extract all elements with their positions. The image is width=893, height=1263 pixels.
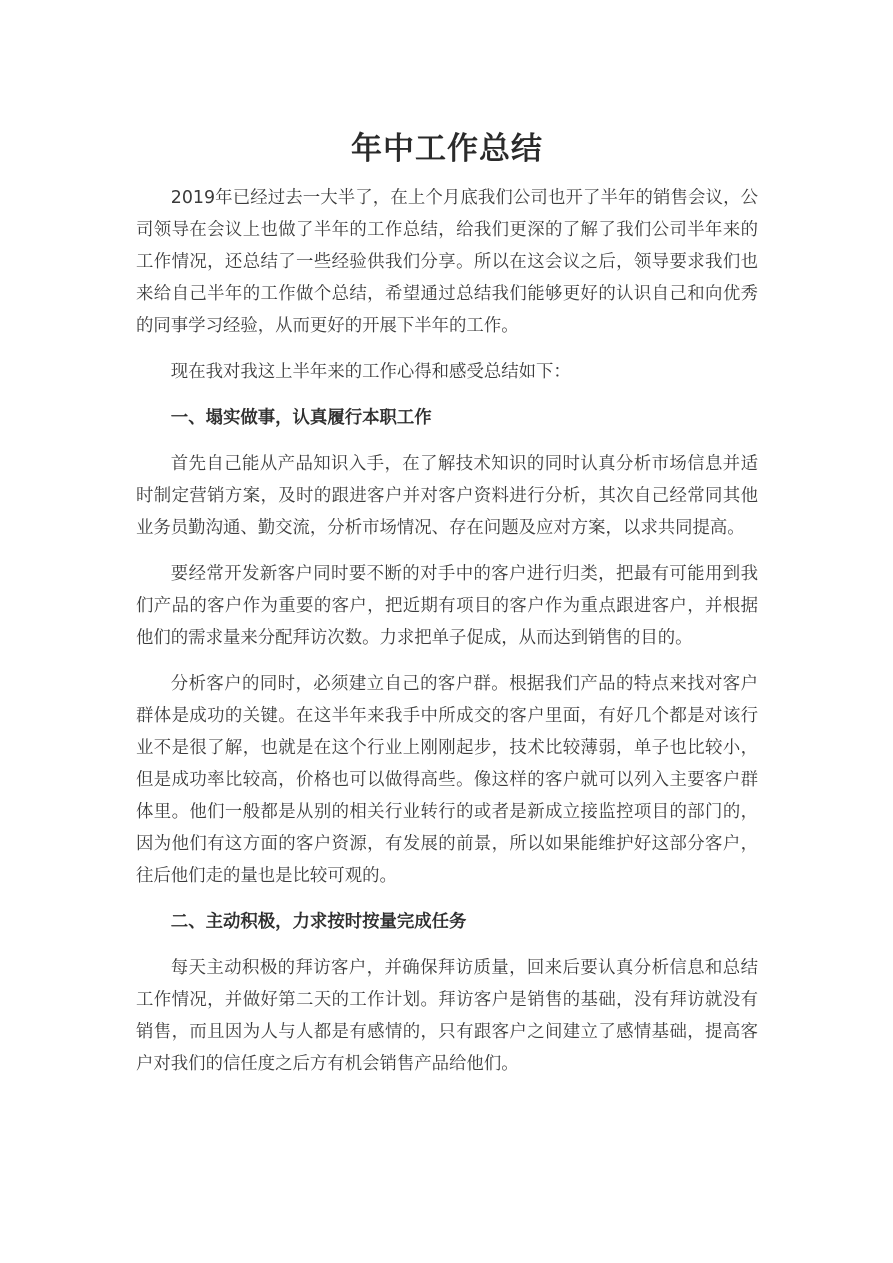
section-heading-2: 二、主动积极，力求按时按量完成任务 (170, 912, 467, 932)
document-title: 年中工作总结 (351, 131, 543, 167)
document-page (136, 124, 758, 1094)
paragraph-product-knowledge: 首先自己能从产品知识入手，在了解技术知识的同时认真分析市场信息并适时制定营销方案，及时的跟进客户并对客户资料进行分析，其次自己经常同其他业务员勤沟通、勤交流，分析市场情况、存在问题及应对方案，以求共同提高。 (136, 454, 758, 538)
section-heading-1: 一、塌实做事，认真履行本职工作 (170, 408, 432, 428)
paragraph-new-customers: 要经常开发新客户同时要不断的对手中的客户进行归类，把最有可能用到我们产品的客户作为重要的客户，把近期有项目的客户作为重点跟进客户，并根据他们的需求量来分配拜访次数。力求把单子促成，从而达到销售的目的。 (136, 564, 758, 648)
paragraph-summary-lead: 现在我对我这上半年来的工作心得和感受总结如下： (170, 362, 571, 382)
paragraph-customer-groups: 分析客户的同时，必须建立自己的客户群。根据我们产品的特点来找对客户群体是成功的关键。在这半年来我手中所成交的客户里面，有好几个都是对该行业不是很了解，也就是在这个行业上刚刚起步，技术比较薄弱，单子也比较小，但是成功率比较高，价格也可以做得高些。像这样的客户就可以列入主要客户群体里。他们一般都是从别的相关行业转行的或者是新成立接监控项目的部门的，因为他们有这方面的客户资源，有发展的前景，所以如果能维护好这部分客户，往后他们走的量也是比较可观的。 (136, 674, 758, 886)
paragraph-daily-visits: 每天主动积极的拜访客户，并确保拜访质量，回来后要认真分析信息和总结工作情况，并做好第二天的工作计划。拜访客户是销售的基础，没有拜访就没有销售，而且因为人与人都是有感情的，只有跟客户之间建立了感情基础，提高客户对我们的信任度之后方有机会销售产品给他们。 (136, 958, 758, 1074)
paragraph-intro: 2019年已经过去一大半了，在上个月底我们公司也开了半年的销售会议，公司领导在会议上也做了半年的工作总结，给我们更深的了解了我们公司半年来的工作情况，还总结了一些经验供我们分享。所以在这会议之后，领导要求我们也来给自己半年的工作做个总结，希望通过总结我们能够更好的认识自己和向优秀的同事学习经验，从而更好的开展下半年的工作。 (136, 188, 758, 336)
